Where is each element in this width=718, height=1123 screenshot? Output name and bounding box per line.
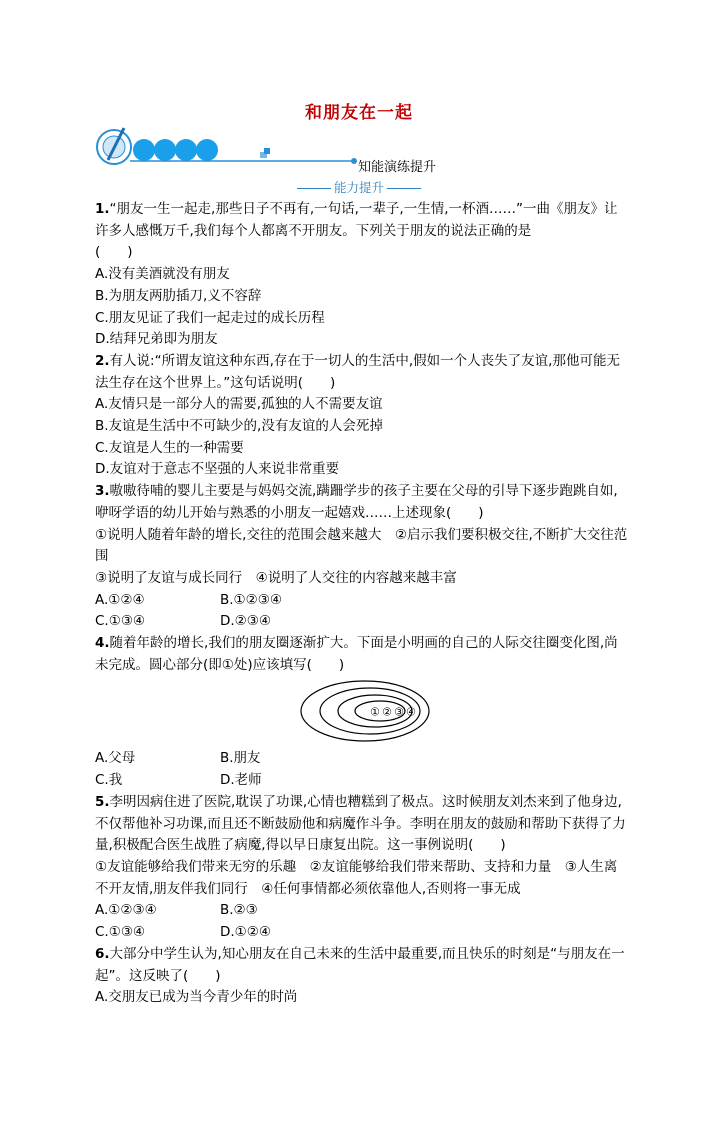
circle-label: ① xyxy=(370,705,380,719)
option: B.①②③④ xyxy=(220,591,282,608)
circle-label: ③ xyxy=(394,705,404,719)
option: A.①②③④ xyxy=(95,902,157,919)
page-title: 和朋友在一起 xyxy=(305,103,413,123)
option-row xyxy=(95,922,630,944)
question-text: “朋友一生一起走,那些日子不再有,一句话,一辈子,一生情,一杯酒……”一曲《朋友》让许多人感慨万千,我们每个人都离不开朋友。下列关于朋友的说法正确的是 xyxy=(95,201,618,239)
answer-bracket: ( ) xyxy=(95,244,133,261)
question-text: 随着年龄的增长,我们的朋友圈逐渐扩大。下面是小明画的自己的人际交往圈变化图,尚未完成。圆心部分(即①处)应该填写( ) xyxy=(95,635,618,673)
option-row xyxy=(95,770,630,792)
option-row xyxy=(95,590,630,612)
statement: ①说明人随着年龄的增长,交往的范围会越来越大 ②启示我们要积极交往,不断扩大交往范围 xyxy=(95,526,628,565)
question-number: 5. xyxy=(95,793,110,810)
question-number: 3. xyxy=(95,483,110,500)
social-circle-diagram xyxy=(95,676,630,748)
option: C.①③④ xyxy=(95,613,146,630)
option: B.朋友 xyxy=(220,750,261,767)
question-stem xyxy=(95,199,630,242)
statement: ③说明了友谊与成长同行 ④说明了人交往的内容越来越丰富 xyxy=(95,569,457,586)
option: C.友谊是人生的一种需要 xyxy=(95,439,244,456)
option: B.②③ xyxy=(220,902,258,919)
question-stem xyxy=(95,351,630,394)
section-label: 能力提升 xyxy=(333,180,384,195)
question-stem xyxy=(95,792,630,857)
option: A.父母 xyxy=(95,750,136,767)
section-banner xyxy=(94,124,394,174)
statement: ①友谊能够给我们带来无穷的乐趣 ②友谊能够给我们带来帮助、支持和力量 ③人生离不开友情,朋友伴我们同行 ④任何事情都必须依靠他人,否则将一事无成 xyxy=(95,858,618,897)
question-list xyxy=(95,199,630,1009)
question-text: 李明因病住进了医院,耽误了功课,心情也糟糕到了极点。这时候朋友刘杰来到了他身边,不仅帮他补习功课,而且还不断鼓励他和病魔作斗争。李明在朋友的鼓励和帮助下获得了力量,积极配合医生战胜了病魔,得以早日康复出院。这一事例说明( ) xyxy=(95,793,626,854)
option-row xyxy=(95,748,630,770)
concentric-ellipses xyxy=(300,680,430,742)
option: C.①③④ xyxy=(95,924,146,941)
brush-logo-icon xyxy=(94,124,394,174)
section-heading xyxy=(0,178,718,196)
circle-label: ② xyxy=(382,705,392,719)
option-row xyxy=(95,611,630,633)
question-number: 1. xyxy=(95,201,110,217)
option: C.朋友见证了我们一起走过的成长历程 xyxy=(95,309,325,326)
option-row xyxy=(95,900,630,922)
question-number: 6. xyxy=(95,945,110,962)
option: A.①②④ xyxy=(95,591,145,608)
option: D.结拜兄弟即为朋友 xyxy=(95,331,218,348)
question-text: 嗷嗷待哺的婴儿主要是与妈妈交流,蹒跚学步的孩子主要在父母的引导下逐步跑跳自如,咿呀学语的幼儿开始与熟悉的小朋友一起嬉戏……上述现象( ) xyxy=(95,483,618,521)
question-text: 有人说:“所谓友谊这种东西,存在于一切人的生活中,假如一个人丧失了友谊,那他可能无法生存在这个世界上。”这句话说明( ) xyxy=(95,352,620,391)
question-stem xyxy=(95,944,630,987)
option: D.友谊对于意志不坚强的人来说非常重要 xyxy=(95,461,340,478)
heading-rule-left xyxy=(297,188,331,189)
option: C.我 xyxy=(95,772,123,789)
option: A.交朋友已成为当今青少年的时尚 xyxy=(95,989,298,1006)
option: A.友情只是一部分人的需要,孤独的人不需要友谊 xyxy=(95,396,383,413)
option: D.①②④ xyxy=(220,924,271,941)
banner-label: 知能演练提升 xyxy=(358,160,437,175)
option: B.为朋友两肋插刀,义不容辞 xyxy=(95,287,262,304)
option: D.老师 xyxy=(220,772,262,789)
question-number: 2. xyxy=(95,352,110,369)
heading-rule-right xyxy=(387,188,421,189)
question-number: 4. xyxy=(95,635,110,652)
option: A.没有美酒就没有朋友 xyxy=(95,266,230,283)
question-stem xyxy=(95,481,630,524)
question-stem xyxy=(95,633,630,676)
option: D.②③④ xyxy=(220,613,271,630)
question-text: 大部分中学生认为,知心朋友在自己未来的生活中最重要,而且快乐的时刻是“与朋友在一起”。这反映了( ) xyxy=(95,945,625,984)
option: B.友谊是生活中不可缺少的,没有友谊的人会死掉 xyxy=(95,418,383,435)
circle-label: ④ xyxy=(406,705,416,719)
